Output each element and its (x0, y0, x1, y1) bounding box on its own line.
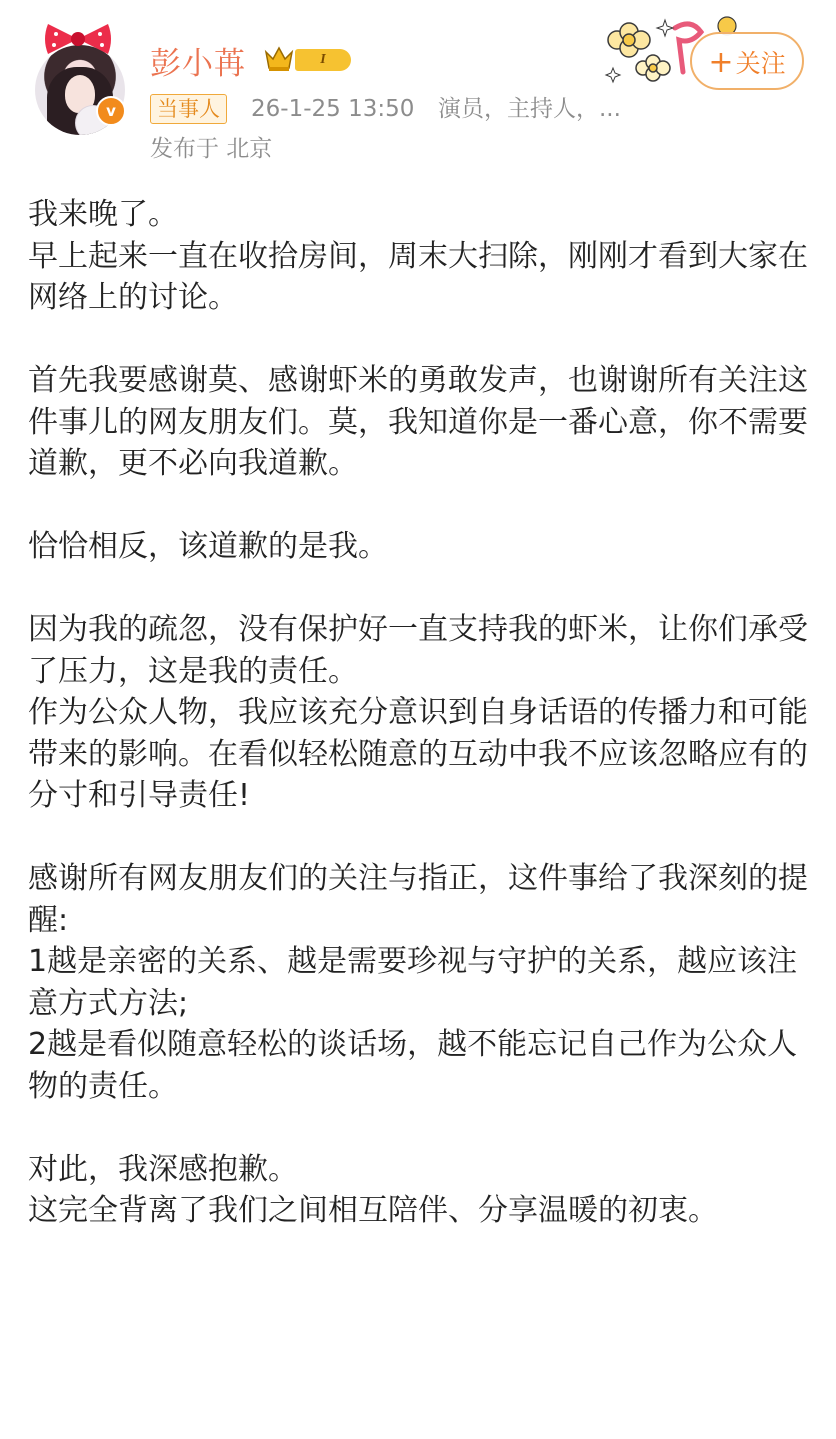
content-line: 对此，我深感抱歉。 (28, 1151, 298, 1187)
level-badge: I (295, 49, 351, 71)
content-line: 恰恰相反，该道歉的是我。 (28, 529, 388, 564)
username[interactable]: 彭小苒 (150, 46, 246, 82)
status-badge: 当事人 (150, 94, 227, 124)
verified-icon: v (96, 96, 126, 126)
paragraph-gap (28, 817, 808, 859)
follow-label: 关注 (735, 49, 786, 78)
content-line: 作为公众人物，我应该充分意识到自身话语的传播力和可能带来的影响。在看似轻松随意的互动中我不应该忽略应有的分寸和引导责任! (28, 695, 808, 813)
content-line: 感谢所有网友朋友们的关注与指正，这件事给了我深刻的提醒: (28, 861, 808, 938)
crown-icon (263, 44, 295, 72)
follow-button[interactable] (690, 32, 804, 90)
paragraph-gap (28, 568, 808, 610)
paragraph-gap (28, 485, 808, 527)
post-header (0, 0, 836, 180)
content-line: 首先我要感谢莫、感谢虾米的勇敢发声，也谢谢所有关注这件事儿的网友朋友们。莫，我知道你是一番心意，你不需要道歉，更不必向我道歉。 (28, 363, 808, 481)
content-line: 1越是亲密的关系、越是需要珍视与守护的关系，越应该注意方式方法; (28, 944, 798, 1021)
plus-icon: + (708, 45, 734, 80)
paragraph-gap (28, 1107, 808, 1149)
content-line: 我来晚了。 (28, 197, 178, 232)
post-timestamp: 26-1-25 13:50 (251, 96, 415, 122)
content-line: 因为我的疏忽，没有保护好一直支持我的虾米，让你们承受了压力，这是我的责任。 (28, 612, 808, 689)
content-line: 2越是看似随意轻松的谈话场，越不能忘记自己作为公众人物的责任。 (28, 1027, 798, 1104)
post-content (28, 194, 808, 1232)
content-line: 这完全背离了我们之间相互陪伴、分享温暖的初衷。 (28, 1193, 718, 1228)
content-line: 早上起来一直在收拾房间，周末大扫除，刚刚才看到大家在网络上的讨论。 (28, 238, 808, 315)
avatar-container[interactable] (30, 20, 130, 130)
paragraph-gap (28, 319, 808, 361)
post-location: 发布于 北京 (150, 136, 273, 162)
author-description: 演员，主持人，... (438, 96, 621, 122)
bow-icon (42, 20, 114, 58)
